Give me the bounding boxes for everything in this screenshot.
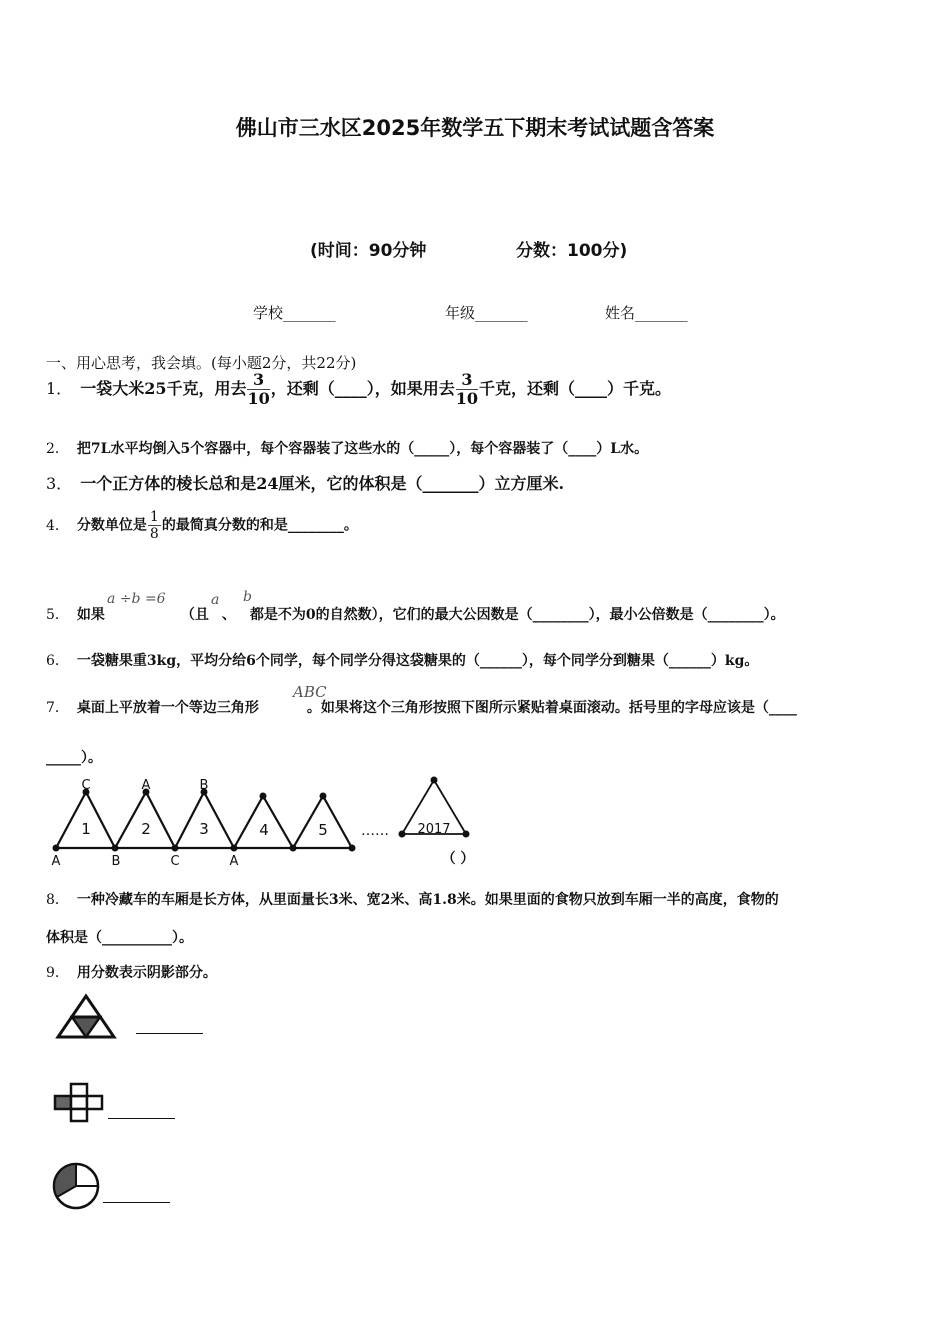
triangle-label: 3 <box>199 820 209 838</box>
question-text: 都是不为0的自然数），它们的最大公因数是（________），最小公倍数是（________）。 <box>249 607 785 623</box>
fraction-numerator: 3 <box>456 372 478 390</box>
shaded-cross-figure <box>53 1083 105 1123</box>
vertex-label: A <box>141 778 151 793</box>
question-5 <box>46 604 785 624</box>
fraction <box>148 510 161 541</box>
page-title: 佛山市三水区2025年数学五下期末考试试题含答案 <box>235 116 715 140</box>
answer-blank <box>103 1202 170 1203</box>
fraction-numerator: 1 <box>149 509 159 525</box>
exam-time: (时间：90分钟 <box>310 241 427 261</box>
question-6 <box>46 650 758 670</box>
vertex-label: C <box>170 854 180 869</box>
question-text: 一种冷藏车的车厢是长方体，从里面量长3米、宽2米、高1.8米。如果里面的食物只放到车厢一半的高度，食物的 <box>76 892 779 908</box>
triangle-label: 2017 <box>417 822 451 837</box>
question-text: 用分数表示阴影部分。 <box>76 965 217 981</box>
grade-field: 年级_______ <box>445 304 528 322</box>
question-number: 2． <box>46 441 69 457</box>
fraction-denominator: 10 <box>247 389 270 408</box>
question-number: 7． <box>46 700 69 716</box>
question-text: 分数单位是 <box>76 517 147 534</box>
answer-parenthesis: （ ） <box>441 851 475 867</box>
ellipsis: …… <box>361 823 389 839</box>
triangle-label: 4 <box>259 821 269 839</box>
question-7-continued: _____）。 <box>46 750 102 766</box>
question-text: ，还剩（____），如果用去 <box>270 379 455 398</box>
question-1 <box>46 372 671 407</box>
question-9 <box>46 962 217 982</box>
question-number: 8． <box>46 892 69 908</box>
vertex-label: B <box>111 854 121 869</box>
fraction <box>247 372 269 407</box>
math-expression: a ÷b =6 <box>107 591 166 607</box>
question-number: 9． <box>46 965 69 981</box>
answer-blank <box>136 1033 203 1034</box>
question-text: 千克，还剩（____）千克。 <box>479 379 672 398</box>
name-field: 姓名_______ <box>605 304 688 322</box>
fraction-numerator: 3 <box>247 372 269 390</box>
question-text: （且 <box>180 607 209 623</box>
triangle-label: 2 <box>141 820 151 838</box>
question-8 <box>46 889 779 909</box>
question-number: 4． <box>46 517 69 534</box>
fraction-denominator: 8 <box>149 526 159 542</box>
vertex-label: C <box>81 778 91 793</box>
exam-score: 分数：100分) <box>516 241 628 261</box>
variable-b: b <box>243 589 252 605</box>
triangle-label: 5 <box>318 821 328 839</box>
variable-a: a <box>211 592 220 608</box>
question-7 <box>46 697 797 717</box>
section-heading: 一、用心思考，我会填。(每小题2分，共22分) <box>46 354 357 372</box>
question-text: 一个正方体的棱长总和是24厘米，它的体积是（_______）立方厘米. <box>80 474 565 493</box>
question-3 <box>46 471 564 494</box>
triangle-rolling-figure <box>0 775 950 870</box>
shaded-triangle-figure <box>55 992 120 1040</box>
fraction-denominator: 10 <box>455 389 479 408</box>
question-number: 5． <box>46 607 69 623</box>
fraction <box>456 372 478 407</box>
question-text: 桌面上平放着一个等边三角形 <box>76 700 259 716</box>
question-text: 如果 <box>76 607 105 623</box>
question-number: 6． <box>46 653 69 669</box>
math-expression: ABC <box>293 683 327 701</box>
question-text: 。如果将这个三角形按照下图所示紧贴着桌面滚动。括号里的字母应该是（____ <box>306 700 797 716</box>
question-4 <box>46 510 358 541</box>
question-text: 一袋糖果重3kg，平均分给6个同学，每个同学分得这袋糖果的（______），每个同学分到糖果（______）kg。 <box>76 653 759 669</box>
triangle-label: 1 <box>81 820 91 838</box>
question-2 <box>46 438 648 458</box>
question-text: 把7L水平均倒入5个容器中，每个容器装了这些水的（_____），每个容器装了（____）L水。 <box>76 441 649 457</box>
shaded-circle-figure <box>50 1163 104 1209</box>
vertex-label: A <box>229 854 239 869</box>
school-field: 学校_______ <box>253 304 336 322</box>
question-number: 3． <box>46 474 73 493</box>
question-text: 、 <box>221 607 236 623</box>
vertex-label: A <box>51 854 61 869</box>
vertex-label: B <box>199 778 209 793</box>
question-text: 一袋大米25千克，用去 <box>80 379 247 398</box>
answer-blank <box>108 1118 175 1119</box>
question-8-continued: 体积是（__________）。 <box>46 930 193 946</box>
question-text: 的最简真分数的和是________。 <box>161 517 358 534</box>
question-number: 1． <box>46 379 73 398</box>
